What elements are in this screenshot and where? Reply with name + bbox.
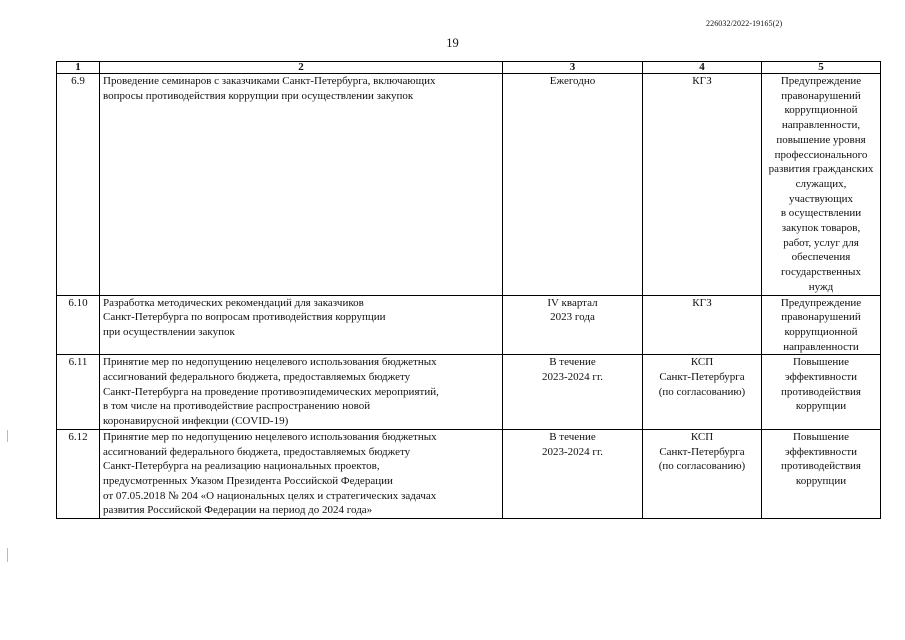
- responsible-executor-line: КГЗ: [692, 296, 712, 309]
- activity-description-line: коронавирусной инфекции (COVID-19): [103, 415, 289, 428]
- execution-term-line: В течение: [549, 430, 596, 443]
- execution-term-line: 2023 года: [550, 311, 595, 324]
- responsible-executor-line: КГЗ: [692, 75, 712, 87]
- activity-description-line: Разработка методических рекомендаций для заказчиков: [103, 296, 364, 309]
- item-number: 6.11: [57, 355, 100, 430]
- expected-result-line: направленности,: [781, 119, 861, 132]
- item-number: 6.10: [57, 295, 100, 355]
- expected-result-line: закупок товаров,: [781, 222, 861, 235]
- responsible-executor-line: КСП: [690, 356, 714, 369]
- expected-result-line: правонарушений: [781, 89, 861, 102]
- column-header: 3: [503, 62, 643, 74]
- expected-result-line: развития гражданских: [768, 163, 874, 176]
- expected-result-line: Предупреждение: [780, 75, 862, 87]
- execution-term-line: IV квартал: [547, 296, 598, 309]
- activity-description-line: при осуществлении закупок: [103, 325, 235, 338]
- table-row: [57, 295, 881, 355]
- table-row: [57, 429, 881, 518]
- responsible-executor-line: Санкт-Петербурга: [659, 445, 745, 458]
- item-number: 6.12: [57, 429, 100, 518]
- activity-description-line: развития Российской Федерации на период до 2024 года»: [103, 504, 373, 517]
- expected-result-line: коррупционной: [784, 104, 858, 117]
- column-header: 1: [57, 62, 100, 74]
- activity-description-line: ассигнований федерального бюджета, предоставляемых бюджету: [103, 445, 411, 458]
- expected-result-line: профессионального: [774, 148, 868, 161]
- scan-edge-mark: [7, 548, 8, 562]
- expected-result-line: нужд: [808, 280, 834, 293]
- execution-term-line: Ежегодно: [549, 75, 596, 87]
- execution-term-cell: [503, 355, 643, 430]
- expected-result-line: коррупции: [795, 400, 847, 413]
- execution-term-line: 2023-2024 гг.: [542, 371, 603, 384]
- responsible-executor-cell: [643, 429, 762, 518]
- execution-term-cell: [503, 74, 643, 296]
- responsible-executor-cell: [643, 355, 762, 430]
- activity-description-line: вопросы противодействия коррупции при осуществлении закупок: [103, 89, 414, 102]
- activity-description-line: предусмотренных Указом Президента Российской Федерации: [103, 474, 393, 487]
- execution-term-line: 2023-2024 гг.: [542, 445, 603, 458]
- execution-term-cell: [503, 295, 643, 355]
- expected-result-line: направленности: [783, 340, 859, 353]
- activity-description-line: от 07.05.2018 № 204 «О национальных целях и стратегических задачах: [103, 489, 437, 502]
- activity-description-line: в том числе на противодействие распространению новой: [103, 400, 371, 413]
- expected-result-line: Предупреждение: [780, 296, 862, 309]
- expected-result-line: противодействия: [781, 460, 861, 473]
- expected-result-line: коррупции: [795, 474, 847, 487]
- activity-description-line: Санкт-Петербурга на проведение противоэпидемических мероприятий,: [103, 385, 439, 398]
- expected-result-line: повышение уровня: [776, 133, 866, 146]
- expected-result-line: противодействия: [781, 385, 861, 398]
- expected-result-cell: [762, 355, 881, 430]
- execution-term-cell: [503, 429, 643, 518]
- table-header-row: [57, 62, 881, 74]
- table-row: [57, 74, 881, 296]
- expected-result-line: работ, услуг для: [783, 236, 859, 249]
- measures-table: [56, 61, 881, 519]
- responsible-executor-line: (по согласованию): [658, 460, 746, 473]
- responsible-executor-line: КСП: [690, 430, 714, 443]
- expected-result-line: в осуществлении: [780, 207, 862, 220]
- item-number: 6.9: [57, 74, 100, 296]
- activity-description-cell: [100, 355, 503, 430]
- responsible-executor-cell: [643, 74, 762, 296]
- activity-description-line: Проведение семинаров с заказчиками Санкт-Петербурга, включающих: [103, 75, 436, 87]
- column-header: 4: [643, 62, 762, 74]
- column-header: 2: [100, 62, 503, 74]
- expected-result-cell: [762, 295, 881, 355]
- activity-description-line: Принятие мер по недопущению нецелевого использования бюджетных: [103, 430, 437, 443]
- expected-result-line: Повышение: [792, 430, 850, 443]
- scan-edge-mark: [7, 430, 8, 442]
- expected-result-line: обеспечения: [791, 251, 851, 264]
- activity-description-cell: [100, 74, 503, 296]
- expected-result-line: государственных: [781, 266, 861, 279]
- responsible-executor-line: Санкт-Петербурга: [659, 371, 745, 384]
- expected-result-line: эффективности: [784, 445, 858, 458]
- expected-result-line: служащих,: [795, 177, 847, 190]
- expected-result-line: правонарушений: [781, 311, 861, 324]
- expected-result-line: коррупционной: [784, 325, 858, 338]
- expected-result-line: участвующих: [789, 192, 853, 205]
- execution-term-line: В течение: [549, 356, 596, 369]
- activity-description-line: Принятие мер по недопущению нецелевого использования бюджетных: [103, 356, 437, 369]
- expected-result-line: эффективности: [784, 371, 858, 384]
- activity-description-cell: [100, 295, 503, 355]
- activity-description-line: Санкт-Петербурга на реализацию национальных проектов,: [103, 460, 380, 473]
- column-header: 5: [762, 62, 881, 74]
- table-row: [57, 355, 881, 430]
- table-body: [57, 74, 881, 519]
- activity-description-line: ассигнований федерального бюджета, предоставляемых бюджету: [103, 371, 411, 384]
- responsible-executor-line: (по согласованию): [658, 385, 746, 398]
- activity-description-line: Санкт-Петербурга по вопросам противодействия коррупции: [103, 311, 386, 324]
- expected-result-cell: [762, 74, 881, 296]
- expected-result-cell: [762, 429, 881, 518]
- expected-result-line: Повышение: [792, 356, 850, 369]
- page-number: 19: [446, 36, 459, 50]
- document-reference-number: 226032/2022-19165(2): [706, 19, 783, 28]
- responsible-executor-cell: [643, 295, 762, 355]
- activity-description-cell: [100, 429, 503, 518]
